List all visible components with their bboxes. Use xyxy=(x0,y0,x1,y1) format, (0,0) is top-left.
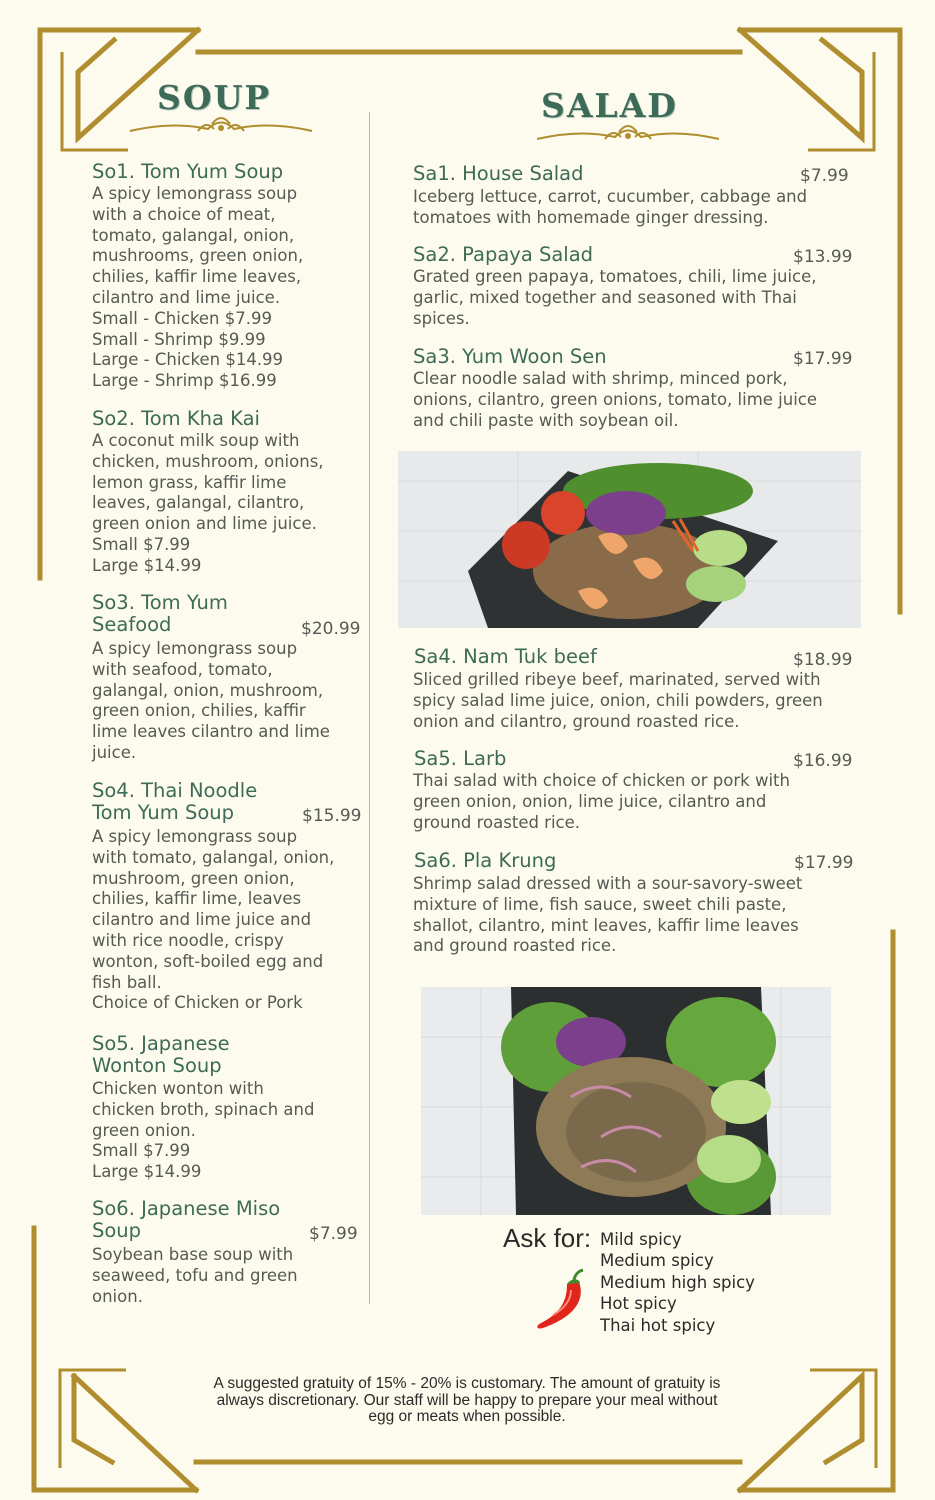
text-line: spicy salad lime juice, onion, chili powders, green xyxy=(413,690,823,710)
text-line: onions, cilantro, green onions, tomato, lime juice xyxy=(413,389,818,409)
text-line: onion. xyxy=(92,1286,143,1306)
soup-item-price: $15.99 xyxy=(302,806,362,826)
text-line: with a choice of meat, xyxy=(92,204,276,224)
salad-item-name: Sa2. Papaya Salad xyxy=(413,243,594,266)
soup-item-description xyxy=(92,639,330,764)
text-line: Mild spicy xyxy=(600,1230,682,1249)
soup-item-name: So3. Tom Yum Seafood xyxy=(92,591,228,636)
text-line: onion and cilantro, ground roasted rice. xyxy=(413,711,740,731)
text-line: green onion, onion, lime juice, cilantro and xyxy=(413,791,767,811)
chili-pepper-icon xyxy=(533,1268,593,1332)
text-line: fish ball. xyxy=(92,972,162,992)
text-line: Choice of Chicken or Pork xyxy=(92,993,303,1013)
column-divider xyxy=(369,112,370,1304)
salad-heading: SALAD xyxy=(541,86,678,125)
salad-item-name: Sa5. Larb xyxy=(414,747,507,770)
text-line: Shrimp salad dressed with a sour-savory-sweet xyxy=(413,874,803,893)
text-line: lime leaves cilantro and lime xyxy=(92,722,330,742)
text-line: Large - Shrimp $16.99 xyxy=(92,371,277,391)
text-line: spices. xyxy=(413,308,470,328)
text-line: A spicy lemongrass soup xyxy=(92,184,298,203)
gratuity-note xyxy=(150,1376,784,1426)
text-line: and ground roasted rice. xyxy=(413,936,617,956)
salad-item-description xyxy=(413,267,817,329)
text-line: Small $7.99 xyxy=(92,1141,191,1161)
text-line: Soybean base soup with xyxy=(92,1245,294,1264)
text-line: juice. xyxy=(92,742,137,762)
text-line: tomatoes with homemade ginger dressing. xyxy=(413,207,769,227)
text-line: ground roasted rice. xyxy=(413,812,581,832)
text-line: with rice noodle, crispy xyxy=(92,930,284,950)
text-line: mixture of lime, fish sauce, sweet chili paste, xyxy=(413,894,787,914)
text-line: A spicy lemongrass soup xyxy=(92,639,298,658)
text-line: Large - Chicken $14.99 xyxy=(92,350,284,370)
text-line: mushrooms, green onion, xyxy=(92,246,304,266)
text-line: Hot spicy xyxy=(600,1294,677,1314)
soup-item-description xyxy=(92,1079,314,1183)
salad-item-price: $7.99 xyxy=(800,166,849,186)
text-line: green onion and lime juice. xyxy=(92,514,317,534)
salad-item-price: $17.99 xyxy=(794,853,854,873)
text-line: Thai salad with choice of chicken or pork with xyxy=(413,771,790,790)
salad-item-price: $13.99 xyxy=(793,247,853,267)
text-line: Chicken wonton with xyxy=(92,1079,264,1098)
text-line: Medium high spicy xyxy=(600,1272,755,1292)
text-line: seaweed, tofu and green xyxy=(92,1265,298,1285)
text-line: always discretionary. Our staff will be happy to prepare your meal without xyxy=(216,1391,718,1409)
text-line: chilies, kaffir lime leaves, xyxy=(92,267,302,287)
text-line: Large $14.99 xyxy=(92,1162,202,1182)
text-line: galangal, onion, mushroom, xyxy=(92,680,324,700)
text-line: Large $14.99 xyxy=(92,555,202,575)
text-line: A spicy lemongrass soup xyxy=(92,827,298,846)
salad-item-name: Sa3. Yum Woon Sen xyxy=(413,345,607,368)
soup-flourish-ornament xyxy=(128,114,314,140)
text-line: mushroom, green onion, xyxy=(92,868,295,888)
text-line: tomato, galangal, onion, xyxy=(92,225,295,245)
salad-item-name: Sa1. House Salad xyxy=(413,162,584,185)
soup-item-description xyxy=(92,431,324,577)
soup-heading: SOUP xyxy=(157,78,272,117)
salad-item-price: $18.99 xyxy=(793,650,853,670)
salad-item-description xyxy=(413,187,807,229)
text-line: Iceberg lettuce, carrot, cucumber, cabbage and xyxy=(413,187,808,206)
text-line: A coconut milk soup with xyxy=(92,431,300,450)
text-line: Medium spicy xyxy=(600,1251,714,1271)
text-line: Sliced grilled ribeye beef, marinated, served with xyxy=(413,670,821,689)
salad-item-price: $16.99 xyxy=(793,751,853,771)
salad-item-description xyxy=(413,369,817,431)
text-line: Thai hot spicy xyxy=(600,1315,716,1335)
text-line: Small - Shrimp $9.99 xyxy=(92,329,266,349)
text-line: chilies, kaffir lime, leaves xyxy=(92,889,302,909)
soup-item-description xyxy=(92,184,303,392)
text-line: Grated green papaya, tomatoes, chili, lime juice, xyxy=(413,267,817,286)
text-line: Small - Chicken $7.99 xyxy=(92,308,272,328)
larb-salad-photo-top xyxy=(398,451,861,628)
soup-item-price: $20.99 xyxy=(301,619,361,639)
soup-item-name: So5. Japanese Wonton Soup xyxy=(92,1032,230,1077)
text-line: and chili paste with soybean oil. xyxy=(413,410,679,430)
text-line: cilantro and lime juice and xyxy=(92,910,312,930)
text-line: chicken, mushroom, onions, xyxy=(92,451,324,471)
text-line: wonton, soft-boiled egg and xyxy=(92,951,324,971)
text-line: green onion. xyxy=(92,1120,196,1140)
soup-item-name: So1. Tom Yum Soup xyxy=(92,160,284,183)
salad-item-description xyxy=(413,670,823,732)
text-line: leaves, galangal, cilantro, xyxy=(92,493,305,513)
text-line: Small $7.99 xyxy=(92,534,191,554)
text-line: with seafood, tomato, xyxy=(92,659,273,679)
text-line: A suggested gratuity of 15% - 20% is customary. The amount of gratuity is xyxy=(213,1375,721,1392)
text-line: garlic, mixed together and seasoned with Thai xyxy=(413,287,797,307)
salad-item-description xyxy=(413,874,802,957)
text-line: lemon grass, kaffir lime xyxy=(92,472,287,492)
salad-item-price: $17.99 xyxy=(793,349,853,369)
soup-item-description xyxy=(92,827,334,1014)
soup-item-name: So4. Thai Noodle Tom Yum Soup xyxy=(92,779,258,824)
salad-item-name: Sa4. Nam Tuk beef xyxy=(414,645,597,668)
larb-salad-photo-bottom xyxy=(421,987,831,1215)
salad-flourish-ornament xyxy=(535,122,721,148)
soup-item-name: So2. Tom Kha Kai xyxy=(92,407,260,430)
spice-level-list xyxy=(600,1229,755,1336)
text-line: cilantro and lime juice. xyxy=(92,287,281,307)
text-line: shallot, cilantro, mint leaves, kaffir lime leaves xyxy=(413,915,799,935)
text-line: green onion, chilies, kaffir xyxy=(92,701,306,721)
soup-item-price: $7.99 xyxy=(309,1224,358,1244)
soup-item-name: So6. Japanese Miso Soup xyxy=(92,1197,281,1242)
text-line: with tomato, galangal, onion, xyxy=(92,847,335,867)
text-line: Clear noodle salad with shrimp, minced pork, xyxy=(413,369,788,388)
text-line: chicken broth, spinach and xyxy=(92,1099,315,1119)
salad-item-name: Sa6. Pla Krung xyxy=(414,849,557,872)
salad-item-description xyxy=(413,771,790,833)
ask-for-label: Ask for: xyxy=(503,1223,592,1253)
soup-item-description xyxy=(92,1245,298,1307)
text-line: egg or meats when possible. xyxy=(368,1408,566,1425)
